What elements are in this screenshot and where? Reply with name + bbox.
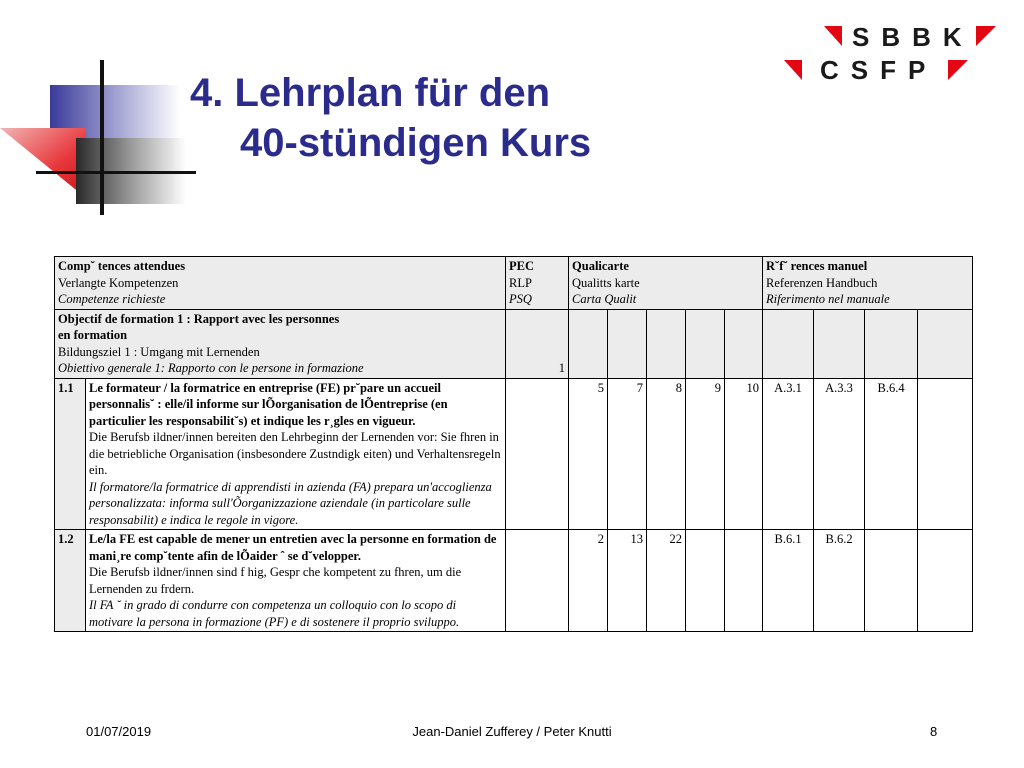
- slide-title: [190, 68, 591, 168]
- row-ref2: B.6.2: [814, 530, 865, 632]
- row-q4: 9: [686, 378, 725, 530]
- row-q3: 22: [647, 530, 686, 632]
- objective-empty-cell: [865, 309, 918, 378]
- objective-empty-cell: [608, 309, 647, 378]
- slide-title-line1: 4. Lehrplan für den: [190, 71, 551, 115]
- row-q4: [686, 530, 725, 632]
- logo-row1: SBBK: [852, 22, 974, 52]
- row-ref4: [918, 530, 973, 632]
- row-ref2: A.3.3: [814, 378, 865, 530]
- header-competences: Comp˘ tences attendues Verlangte Kompetenzen Competenze richieste: [55, 257, 506, 310]
- table-row: [55, 530, 973, 632]
- objective-empty-cell: [763, 309, 814, 378]
- row-ref3: [865, 530, 918, 632]
- sbbk-csfp-logo: [780, 22, 1010, 84]
- row-ref3: B.6.4: [865, 378, 918, 530]
- row-q1: 2: [569, 530, 608, 632]
- slide-title-line2: 40-stündigen Kurs: [240, 121, 592, 165]
- objective-empty-cell: [918, 309, 973, 378]
- row-q5: [725, 530, 763, 632]
- decorative-graphic: [0, 55, 200, 220]
- objective-empty-cell: [569, 309, 608, 378]
- footer-date: 01/07/2019: [86, 724, 152, 739]
- curriculum-table: [54, 256, 973, 632]
- row-pec: [506, 530, 569, 632]
- row-q3: 8: [647, 378, 686, 530]
- objective-pec: 1: [506, 309, 569, 378]
- row-description: Le/la FE est capable de mener un entretien avec la personne en formation de mani¸re comp˘tente afin de lÕaider ˆ se d˘velopper. Die Berufsb ildner/innen sind f hig, Gespr che kompetent zu fhren, um die Lernenden zu frdern. Il FA ˘ in grado di condurre con competenza un colloquio con lo scopo di motivare la persona in formazione (PF) e di sostenere il proprio sviluppo.: [86, 530, 506, 632]
- row-description: Le formateur / la formatrice en entreprise (FE) pr˘pare un accueil personnalis˘ : elle/il informe sur lÕorganisation de lÕentreprise (en particulier les responsabilit˘s) et indique les r¸gles en vigueur. Die Berufsb ildner/innen bereiten den Lehrbeginn der Lernenden vor: Sie fhren in die betriebliche Organisation (insbesondere Zustndigk eiten) und Verhaltensregeln ein. Il formatore/la formatrice di apprendisti in azienda (FA) prepara un'accoglienza personalizzata: informa sull'Õorganizzazione aziendale (in particolare sulle responsabilit) e indica le regole in vigore.: [86, 378, 506, 530]
- row-id: 1.2: [55, 530, 86, 632]
- row-q2: 7: [608, 378, 647, 530]
- table-row: [55, 378, 973, 530]
- row-q2: 13: [608, 530, 647, 632]
- header-references: R˘f˘ rences manuel Referenzen Handbuch Riferimento nel manuale: [763, 257, 973, 310]
- header-pec: PEC RLP PSQ: [506, 257, 569, 310]
- row-ref1: B.6.1: [763, 530, 814, 632]
- objective-empty-cell: [686, 309, 725, 378]
- footer-authors: Jean-Daniel Zufferey / Peter Knutti: [412, 724, 612, 739]
- row-ref1: A.3.1: [763, 378, 814, 530]
- row-q5: 10: [725, 378, 763, 530]
- header-qualicarte: Qualicarte Qualitts karte Carta Qualit: [569, 257, 763, 310]
- row-q1: 5: [569, 378, 608, 530]
- objective-empty-cell: [814, 309, 865, 378]
- objective-row: [55, 309, 973, 378]
- row-id: 1.1: [55, 378, 86, 530]
- row-pec: [506, 378, 569, 530]
- objective-text: Objectif de formation 1 : Rapport avec les personnes en formation Bildungsziel 1 : Umgang mit Lernenden Obiettivo generale 1: Rapporto con le persone in formazione: [55, 309, 506, 378]
- table-header-row: [55, 257, 973, 310]
- footer-page-number: 8: [930, 724, 938, 739]
- objective-empty-cell: [647, 309, 686, 378]
- logo-row2: CSFP: [820, 55, 938, 84]
- row-ref4: [918, 378, 973, 530]
- objective-empty-cell: [725, 309, 763, 378]
